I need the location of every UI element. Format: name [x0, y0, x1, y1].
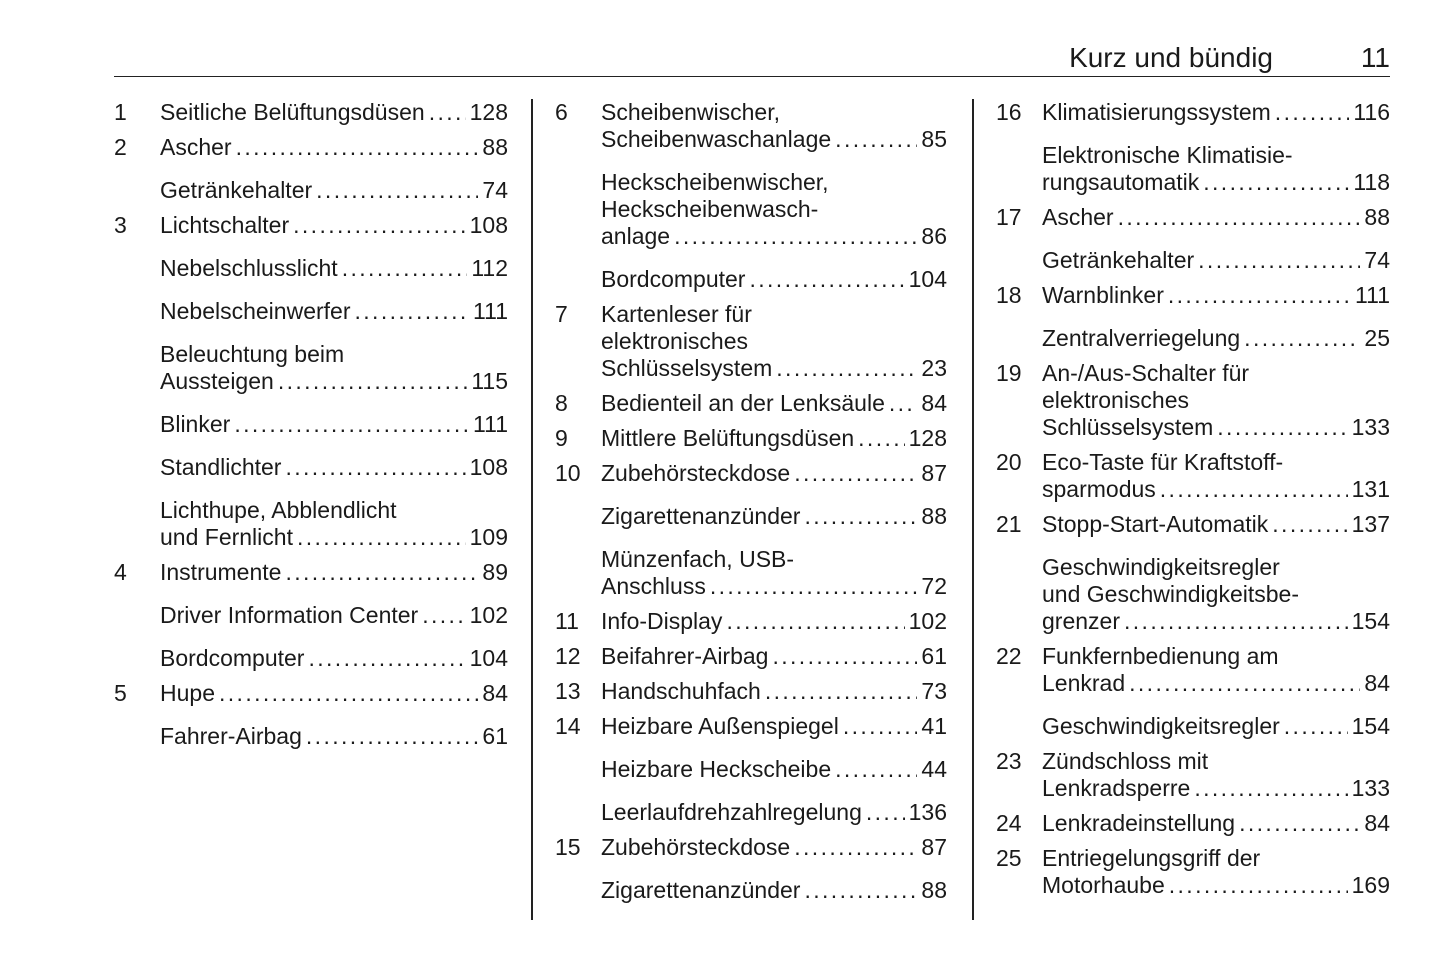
page-reference: 88	[1364, 204, 1390, 230]
page-reference: 102	[469, 602, 508, 628]
entry-label: rungsautomatik	[1042, 169, 1200, 195]
page-reference: 41	[921, 713, 947, 739]
entry-label: Nebelscheinwerfer	[160, 298, 351, 324]
item-number	[555, 546, 601, 600]
entry-label: Zubehörsteckdose	[601, 460, 791, 486]
page-reference: 74	[1364, 247, 1390, 273]
entry-label: Lenkradeinstellung	[1042, 810, 1236, 836]
index-entry	[996, 643, 1390, 697]
item-number: 10	[555, 460, 581, 486]
item-number	[114, 177, 160, 204]
index-entry	[996, 204, 1390, 231]
entry-label: Zigarettenanzünder	[601, 503, 801, 529]
entry-label: Scheibenwaschanlage	[601, 126, 832, 152]
index-entry	[996, 325, 1390, 352]
dot-leader	[866, 799, 905, 826]
item-number	[555, 877, 601, 904]
page-reference: 133	[1351, 414, 1390, 440]
page-reference: 84	[482, 680, 508, 706]
item-number: 14	[555, 713, 581, 739]
dot-leader	[1244, 325, 1360, 352]
entry-label: Motorhaube	[1042, 872, 1165, 898]
item-number	[555, 266, 601, 293]
entry-label: Ascher	[1042, 204, 1114, 230]
index-entry	[114, 680, 508, 707]
item-number: 16	[996, 99, 1022, 125]
index-entry	[114, 454, 508, 481]
item-number	[555, 169, 601, 250]
entry-label: Eco-Taste für Kraftstoff-	[1042, 449, 1284, 475]
entry-label: Info-Display	[601, 608, 723, 634]
index-entry	[555, 266, 947, 293]
dot-leader	[219, 680, 478, 707]
entry-label: Schlüsselsystem	[601, 355, 773, 381]
page-reference: 111	[473, 411, 508, 437]
page-reference: 128	[469, 99, 508, 125]
dot-leader	[293, 212, 466, 239]
entry-label: Kartenleser für	[601, 301, 752, 327]
dot-leader	[794, 460, 917, 487]
index-entry	[114, 212, 508, 239]
item-number: 22	[996, 643, 1022, 669]
item-number: 8	[555, 390, 568, 416]
entry-label: Heckscheibenwasch-	[601, 196, 819, 222]
index-entry	[996, 554, 1390, 635]
entry-label: Zentralverriegelung	[1042, 325, 1241, 351]
index-entry	[996, 810, 1390, 837]
page-reference: 154	[1351, 713, 1390, 739]
entry-label: Münzenfach, USB-	[601, 546, 795, 572]
dot-leader	[835, 126, 917, 153]
item-number	[114, 298, 160, 325]
entry-label: Getränkehalter	[160, 177, 313, 203]
page-reference: 104	[469, 645, 508, 671]
item-number: 6	[555, 99, 568, 125]
dot-leader	[354, 298, 469, 325]
item-number: 13	[555, 678, 581, 704]
dot-leader	[1194, 775, 1347, 802]
entry-label: Getränkehalter	[1042, 247, 1195, 273]
index-entry	[114, 99, 508, 126]
item-number: 17	[996, 204, 1022, 230]
page-reference: 115	[471, 368, 508, 394]
page-reference: 88	[921, 877, 947, 903]
page-reference: 73	[921, 678, 947, 704]
dot-leader	[422, 602, 465, 629]
entry-label: Hupe	[160, 680, 215, 706]
dot-leader	[1203, 169, 1349, 196]
entry-label: Bedienteil an der Lenksäule	[601, 390, 885, 416]
entry-label: Handschuhfach	[601, 678, 761, 704]
entry-label: Standlichter	[160, 454, 282, 480]
dot-leader	[749, 266, 904, 293]
dot-leader	[429, 99, 466, 126]
dot-leader	[1217, 414, 1347, 441]
page-reference: 104	[908, 266, 947, 292]
entry-label: Driver Information Center	[160, 602, 419, 628]
page-reference: 118	[1353, 169, 1390, 195]
entry-label: Entriegelungsgriff der	[1042, 845, 1261, 871]
index-column-1	[114, 99, 508, 758]
entry-label: Lichtschalter	[160, 212, 290, 238]
item-number: 23	[996, 748, 1022, 774]
entry-label: Ascher	[160, 134, 232, 160]
item-number: 9	[555, 425, 568, 451]
page-reference: 112	[471, 255, 508, 281]
item-number	[996, 325, 1042, 352]
entry-label: An-/Aus-Schalter für	[1042, 360, 1250, 386]
page-reference: 109	[469, 524, 508, 550]
entry-label: Mittlere Belüftungsdüsen	[601, 425, 855, 451]
entry-label: Stopp-Start-Automatik	[1042, 511, 1269, 537]
index-entry	[555, 301, 947, 382]
page-reference: 87	[921, 460, 947, 486]
entry-label: Bordcomputer	[160, 645, 305, 671]
dot-leader	[316, 177, 478, 204]
index-entry	[996, 282, 1390, 309]
dot-leader	[772, 643, 917, 670]
item-number: 3	[114, 212, 127, 238]
item-number: 7	[555, 301, 568, 327]
index-entry	[555, 756, 947, 783]
page-reference: 88	[482, 134, 508, 160]
index-entry	[114, 177, 508, 204]
index-entry	[114, 298, 508, 325]
page-reference: 108	[469, 212, 508, 238]
index-entry	[996, 449, 1390, 503]
dot-leader	[843, 713, 918, 740]
page-reference: 23	[921, 355, 947, 381]
item-number	[114, 723, 160, 750]
dot-leader	[1275, 99, 1350, 126]
item-number	[555, 503, 601, 530]
item-number: 4	[114, 559, 127, 585]
page-reference: 154	[1351, 608, 1390, 634]
page-reference: 111	[473, 298, 508, 324]
dot-leader	[308, 645, 465, 672]
dot-leader	[297, 524, 466, 551]
dot-leader	[726, 608, 904, 635]
index-entry	[996, 713, 1390, 740]
page-reference: 61	[921, 643, 947, 669]
dot-leader	[776, 355, 917, 382]
entry-label: Klimatisierungssystem	[1042, 99, 1271, 125]
page-reference: 86	[921, 223, 947, 249]
index-entry	[555, 608, 947, 635]
item-number	[114, 454, 160, 481]
item-number: 15	[555, 834, 581, 860]
index-entry	[996, 247, 1390, 274]
entry-label: Beleuchtung beim	[160, 341, 345, 367]
item-number: 20	[996, 449, 1022, 475]
index-entry	[555, 799, 947, 826]
page-reference: 61	[482, 723, 508, 749]
column-divider	[531, 99, 533, 920]
item-number: 24	[996, 810, 1022, 836]
index-entry	[555, 678, 947, 705]
item-number: 18	[996, 282, 1022, 308]
page-reference: 116	[1353, 99, 1390, 125]
item-number	[114, 497, 160, 551]
dot-leader	[1272, 511, 1347, 538]
page-reference: 128	[908, 425, 947, 451]
entry-label: Heizbare Heckscheibe	[601, 756, 832, 782]
index-entry	[996, 845, 1390, 899]
entry-label: Heckscheibenwischer,	[601, 169, 829, 195]
dot-leader	[794, 834, 917, 861]
dot-leader	[804, 503, 917, 530]
item-number	[996, 713, 1042, 740]
page-reference: 131	[1351, 476, 1390, 502]
index-entry	[114, 602, 508, 629]
item-number: 11	[555, 608, 579, 634]
entry-label: grenzer	[1042, 608, 1120, 634]
page-reference: 84	[1364, 670, 1390, 696]
page-reference: 133	[1351, 775, 1390, 801]
dot-leader	[342, 255, 468, 282]
entry-label: Leerlaufdrehzahlregelung	[601, 799, 862, 825]
index-entry	[114, 723, 508, 750]
entry-label: anlage	[601, 223, 671, 249]
dot-leader	[236, 134, 479, 161]
dot-leader	[765, 678, 918, 705]
item-number: 25	[996, 845, 1022, 871]
entry-label: Warnblinker	[1042, 282, 1164, 308]
index-entry	[555, 546, 947, 600]
page-reference: 111	[1355, 282, 1390, 308]
page-reference: 44	[921, 756, 947, 782]
entry-label: Geschwindigkeitsregler	[1042, 554, 1280, 580]
dot-leader	[1169, 872, 1348, 899]
index-entry	[555, 713, 947, 740]
index-entry	[114, 341, 508, 395]
item-number	[114, 341, 160, 395]
column-divider	[972, 99, 974, 920]
index-column-2	[555, 99, 947, 912]
dot-leader	[1118, 204, 1361, 231]
dot-leader	[835, 756, 917, 783]
item-number	[996, 554, 1042, 635]
page-header	[114, 38, 1390, 77]
entry-label: Heizbare Außenspiegel	[601, 713, 839, 739]
dot-leader	[710, 573, 918, 600]
entry-label: Aussteigen	[160, 368, 274, 394]
index-entry	[996, 142, 1390, 196]
entry-label: Lenkrad	[1042, 670, 1126, 696]
entry-label: Anschluss	[601, 573, 706, 599]
dot-leader	[285, 559, 478, 586]
dot-leader	[674, 223, 917, 250]
dot-leader	[858, 425, 904, 452]
item-number: 5	[114, 680, 127, 706]
entry-label: Seitliche Belüftungsdüsen	[160, 99, 425, 125]
page-reference: 25	[1364, 325, 1390, 351]
dot-leader	[1198, 247, 1360, 274]
entry-label: Lenkradsperre	[1042, 775, 1191, 801]
page-reference: 137	[1351, 511, 1390, 537]
item-number	[555, 756, 601, 783]
entry-label: Instrumente	[160, 559, 282, 585]
entry-label: Beifahrer-Airbag	[601, 643, 769, 669]
page-reference: 108	[469, 454, 508, 480]
page-reference: 74	[482, 177, 508, 203]
dot-leader	[1168, 282, 1351, 309]
entry-label: Bordcomputer	[601, 266, 746, 292]
index-entry	[114, 411, 508, 438]
page-reference: 84	[921, 390, 947, 416]
item-number	[996, 142, 1042, 196]
page-reference: 87	[921, 834, 947, 860]
page-reference: 84	[1364, 810, 1390, 836]
index-column-3	[996, 99, 1390, 907]
item-number	[555, 799, 601, 826]
item-number	[114, 645, 160, 672]
item-number	[996, 247, 1042, 274]
entry-label: und Geschwindigkeitsbe-	[1042, 581, 1299, 607]
index-entry	[555, 643, 947, 670]
entry-label: Nebelschlusslicht	[160, 255, 338, 281]
index-entry	[996, 99, 1390, 126]
page-reference: 88	[921, 503, 947, 529]
index-entry	[555, 169, 947, 250]
page-title: Kurz und bündig	[1069, 42, 1273, 73]
index-entry	[114, 134, 508, 161]
item-number: 21	[996, 511, 1022, 537]
index-entry	[996, 360, 1390, 441]
index-entry	[114, 559, 508, 586]
entry-label: Lichthupe, Abblendlicht	[160, 497, 397, 523]
item-number	[114, 602, 160, 629]
entry-label: elektronisches	[1042, 387, 1190, 413]
entry-label: Zigarettenanzünder	[601, 877, 801, 903]
dot-leader	[278, 368, 468, 395]
index-entry	[996, 511, 1390, 538]
item-number: 1	[114, 99, 127, 125]
entry-label: Zubehörsteckdose	[601, 834, 791, 860]
entry-label: Schlüsselsystem	[1042, 414, 1214, 440]
page-reference: 102	[908, 608, 947, 634]
entry-label: Zündschloss mit	[1042, 748, 1209, 774]
entry-label: Geschwindigkeitsregler	[1042, 713, 1280, 739]
page-reference: 72	[921, 573, 947, 599]
dot-leader	[804, 877, 917, 904]
dot-leader	[285, 454, 465, 481]
entry-label: Elektronische Klimatisie-	[1042, 142, 1293, 168]
index-entry	[555, 503, 947, 530]
entry-label: Fahrer-Airbag	[160, 723, 302, 749]
index-entry	[555, 877, 947, 904]
entry-label: und Fernlicht	[160, 524, 293, 550]
entry-label: Funkfernbedienung am	[1042, 643, 1279, 669]
dot-leader	[1160, 476, 1348, 503]
index-entry	[555, 425, 947, 452]
index-entry	[555, 390, 947, 417]
index-entry	[114, 497, 508, 551]
index-entry	[555, 99, 947, 153]
dot-leader	[1284, 713, 1348, 740]
page-reference: 89	[482, 559, 508, 585]
index-entry	[555, 460, 947, 487]
index-entry	[996, 748, 1390, 802]
item-number	[114, 255, 160, 282]
entry-label: Blinker	[160, 411, 231, 437]
dot-leader	[889, 390, 918, 417]
index-entry	[114, 645, 508, 672]
page-reference: 85	[921, 126, 947, 152]
item-number: 12	[555, 643, 581, 669]
item-number	[114, 411, 160, 438]
entry-label: sparmodus	[1042, 476, 1156, 502]
page-reference: 169	[1351, 872, 1390, 898]
item-number: 2	[114, 134, 127, 160]
item-number: 19	[996, 360, 1022, 386]
entry-label: Scheibenwischer,	[601, 99, 780, 125]
index-entry	[114, 255, 508, 282]
page-reference: 136	[908, 799, 947, 825]
page-number: 11	[1360, 42, 1390, 73]
index-entry	[555, 834, 947, 861]
entry-label: elektronisches	[601, 328, 749, 354]
dot-leader	[1239, 810, 1360, 837]
dot-leader	[234, 411, 469, 438]
dot-leader	[306, 723, 479, 750]
dot-leader	[1124, 608, 1348, 635]
dot-leader	[1129, 670, 1360, 697]
